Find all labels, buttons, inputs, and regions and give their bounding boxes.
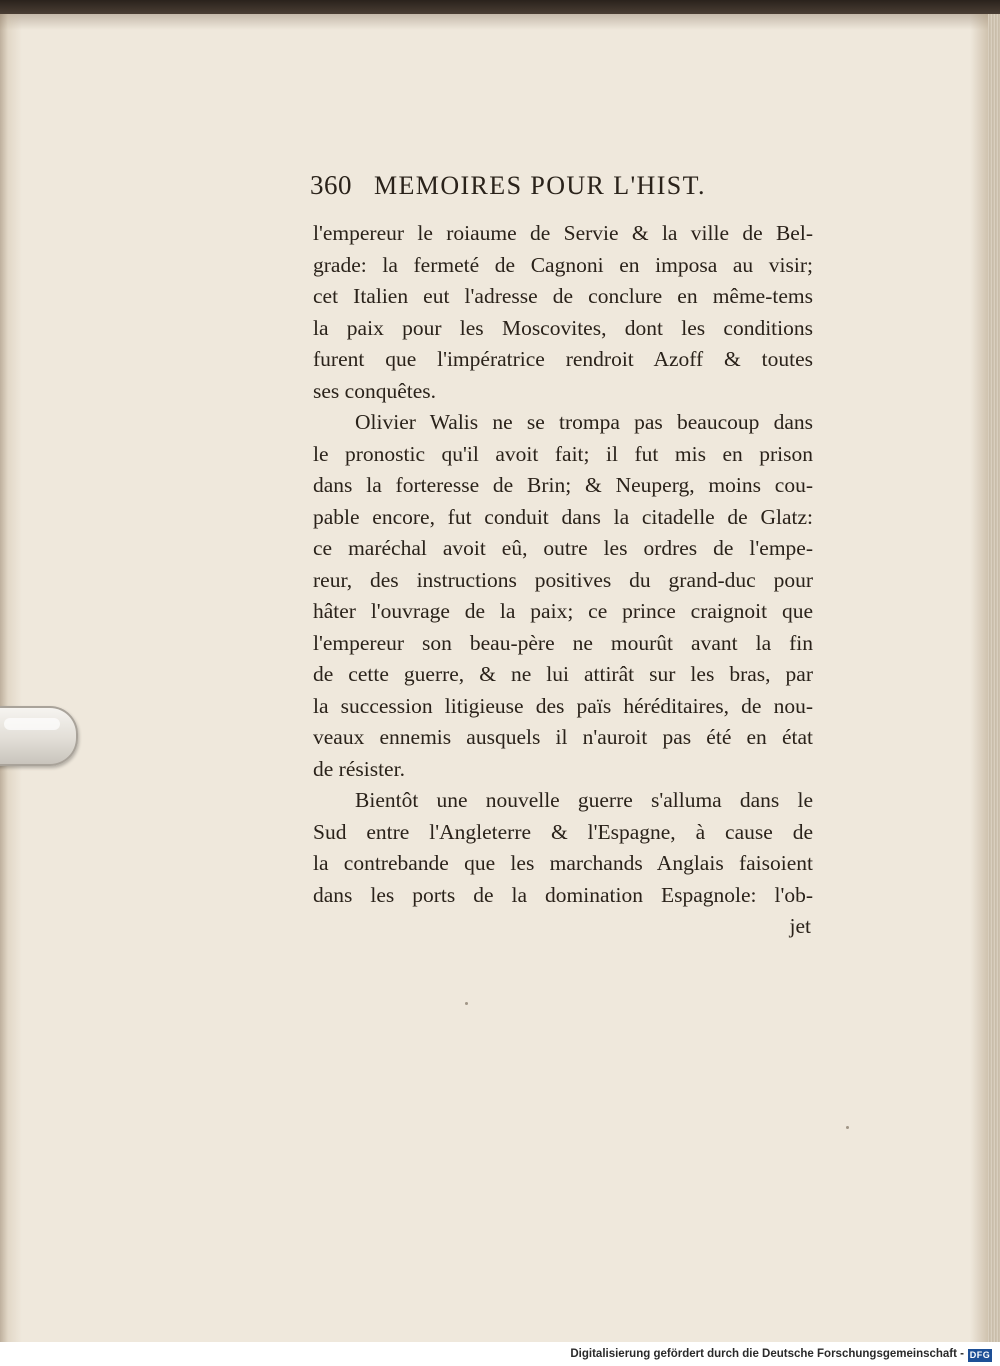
text-line: de résister.	[313, 756, 405, 781]
text-line: dans la forteresse de Brin; & Neuperg, moins cou-	[313, 473, 813, 497]
running-head	[310, 170, 810, 201]
page-number: 360	[310, 170, 352, 200]
text-line: ses conquêtes.	[313, 378, 436, 403]
text-line: dans les ports de la domination Espagnole: l'ob-	[313, 882, 813, 907]
body-text	[313, 218, 813, 943]
digitization-footer	[0, 1346, 1000, 1366]
text-line: le pronostic qu'il avoit fait; il fut mis en prison	[313, 441, 813, 466]
text-line: l'empereur le roiaume de Servie & la ville de Bel-	[313, 221, 813, 245]
paper-speck	[465, 1002, 468, 1005]
text-line: reur, des instructions positives du grand-duc pour	[313, 567, 813, 592]
dfg-logo: DFG	[969, 1350, 991, 1360]
text-line: cet Italien eut l'adresse de conclure en même-tems	[313, 284, 813, 308]
text-line: pable encore, fut conduit dans la citadelle de Glatz:	[313, 504, 813, 529]
page-clip	[0, 706, 78, 766]
text-line: Bientôt une nouvelle guerre s'alluma dans le	[355, 788, 813, 812]
running-title: MEMOIRES POUR L'HIST.	[374, 171, 706, 200]
catchword: jet	[789, 914, 811, 938]
text-line: Sud entre l'Angleterre & l'Espagne, à cause de	[313, 819, 813, 844]
text-line: la contrebande que les marchands Anglais faisoient	[313, 851, 813, 875]
page-edge-stack	[988, 14, 1000, 1342]
text-line: hâter l'ouvrage de la paix; ce prince craignoit que	[313, 599, 813, 623]
text-line: grade: la fermeté de Cagnoni en imposa au visir;	[313, 252, 813, 277]
text-line: l'empereur son beau-père ne mourût avant la fin	[313, 630, 813, 655]
text-line: la paix pour les Moscovites, dont les conditions	[313, 315, 813, 340]
text-line: la succession litigieuse des païs héréditaires, de nou-	[313, 693, 813, 718]
text-line: ce maréchal avoit eû, outre les ordres de l'empe-	[313, 536, 813, 560]
paper-speck	[846, 1126, 849, 1129]
text-line: veaux ennemis ausquels il n'auroit pas été en état	[313, 725, 813, 749]
text-line: furent que l'impératrice rendroit Azoff & toutes	[313, 347, 813, 371]
text-line: Olivier Walis ne se trompa pas beaucoup dans	[355, 410, 813, 434]
text-line: de cette guerre, & ne lui attirât sur les bras, par	[313, 662, 813, 686]
funding-credit: Digitalisierung gefördert durch die Deutsche Forschungsgemeinschaft -	[570, 1348, 964, 1360]
